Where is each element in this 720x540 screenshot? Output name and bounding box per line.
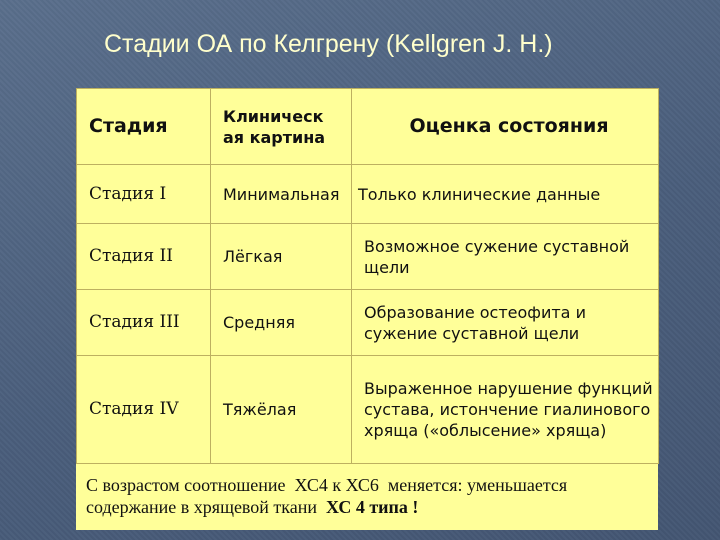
stage-cell: Стадия IV	[77, 356, 211, 464]
table-row	[77, 165, 659, 224]
footer-note	[76, 464, 658, 530]
picture-cell: Минимальная	[211, 165, 352, 224]
table-row	[77, 224, 659, 290]
footer-line-2	[86, 496, 658, 518]
kellgren-stages-table	[76, 88, 659, 464]
header-stage: Стадия	[77, 89, 211, 165]
table-row	[77, 290, 659, 356]
slide-title: Стадии ОА по Келгрену (Kellgren J. H.)	[104, 30, 553, 58]
footer-line-2-text: содержание в хрящевой ткани	[86, 497, 327, 517]
picture-cell: Средняя	[211, 290, 352, 356]
footer-emphasis: ХС 4 типа !	[326, 497, 419, 517]
assessment-cell: Возможное сужение суставной щели	[352, 224, 659, 290]
picture-cell: Лёгкая	[211, 224, 352, 290]
stage-cell: Стадия II	[77, 224, 211, 290]
footer-line-1: С возрастом соотношение ХС4 к ХС6 меняется: уменьшается	[86, 475, 568, 495]
header-clinical-picture: Клиническ ая картина	[211, 89, 352, 165]
picture-cell: Тяжёлая	[211, 356, 352, 464]
header-assessment: Оценка состояния	[352, 89, 659, 165]
table-header-row	[77, 89, 659, 165]
assessment-cell: Только клинические данные	[352, 165, 659, 224]
stage-cell: Стадия I	[77, 165, 211, 224]
table-row	[77, 356, 659, 464]
stage-cell: Стадия III	[77, 290, 211, 356]
assessment-cell: Выраженное нарушение функций сустава, истончение гиалинового хряща («облысение» хряща)	[352, 356, 659, 464]
assessment-cell: Образование остеофита и сужение суставной щели	[352, 290, 659, 356]
